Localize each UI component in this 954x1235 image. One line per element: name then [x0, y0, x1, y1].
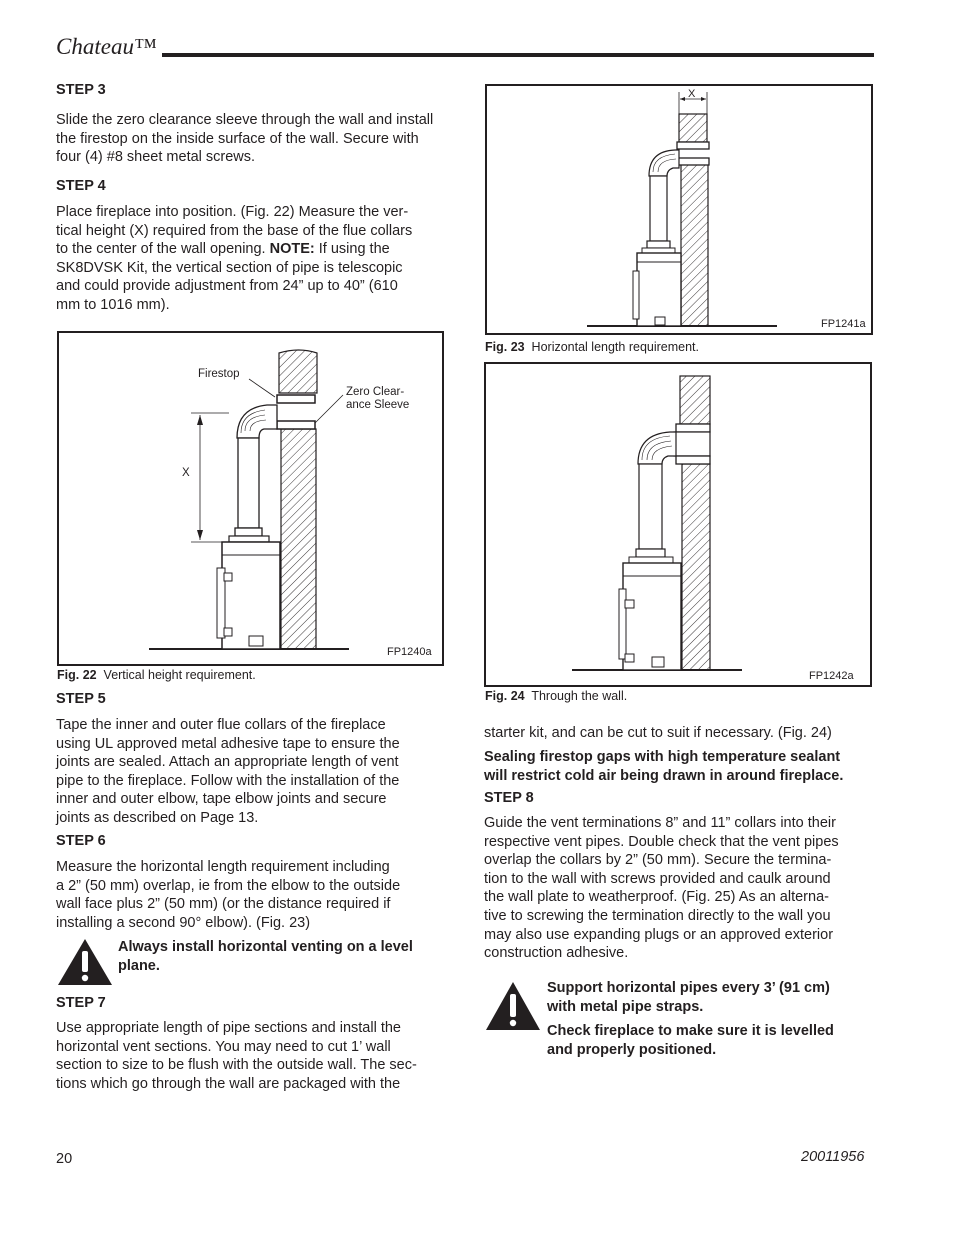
fig22-label-firestop: Firestop: [198, 368, 240, 380]
step8-text: Guide the vent terminations 8” and 11” collars into their respective vent pipes. Double check that the vent pipes overlap the collars by 2” (50 mm). Secure the termina- tion to the wall with screws provided and caulk around the wall plate to weatherproof. (Fig. 25) As an alterna- tive to screwing the termination directly to the wall you may also use expanding plugs or an approved exterior construction adhesive.: [484, 815, 839, 962]
step3-text: Slide the zero clearance sleeve through the wall and install the firestop on the inside surface of the wall. Secure with four (4) #8 sheet metal screws.: [56, 112, 434, 166]
page-number: 20: [56, 1151, 73, 1167]
figure-22: [57, 331, 444, 666]
step4-line: SK8DVSK Kit, the vertical section of pipe is telescopic: [56, 259, 403, 276]
note-label: NOTE:: [269, 241, 315, 258]
figure-23: [485, 84, 873, 335]
step6-heading: STEP 6: [56, 833, 106, 849]
step4-heading: STEP 4: [56, 178, 106, 194]
fig23-caption: Fig. 23 Horizontal length requirement.: [485, 340, 699, 354]
step7-heading: STEP 7: [56, 995, 106, 1011]
warning1-text: Always install horizontal venting on a level plane.: [118, 939, 413, 974]
step4-line: Place fireplace into position. (Fig. 22) Measure the ver-: [56, 204, 409, 220]
warning-icon: [484, 980, 542, 1032]
warning-icon: [56, 937, 114, 987]
step5-text: Tape the inner and outer flue collars of the fireplace using UL approved metal adhesive tape to ensure the joints are sealed. Attach an appropriate length of vent pipe to the fireplace. Follow with the installation of the inner and outer elbow, tape elbow joints and secure joints as described on Page 13.: [56, 717, 400, 826]
fig22-code: FP1240a: [387, 646, 432, 658]
fig22-label-x: X: [182, 467, 190, 479]
header-rule: [162, 53, 874, 57]
fig23-label-x: X: [688, 88, 696, 100]
fig22-drawing: [59, 333, 442, 664]
step5-heading: STEP 5: [56, 691, 106, 707]
step4-line: tical height (X) required from the base of the flue collars: [56, 222, 413, 239]
warning2-text: Support horizontal pipes every 3’ (91 cm) with metal pipe straps. Check fireplace to make sure it is levelled and properly positioned.: [547, 980, 834, 1058]
fig22-label-sleeve-2: ance Sleeve: [346, 399, 410, 411]
fig23-code: FP1241a: [821, 318, 866, 330]
fig24-caption: Fig. 24 Through the wall.: [485, 689, 628, 703]
brand-title: Chateau™: [56, 34, 157, 59]
fig23-drawing: [487, 86, 871, 333]
fig22-caption: Fig. 22 Vertical height requirement.: [57, 668, 256, 682]
continued-text: starter kit, and can be cut to suit if necessary. (Fig. 24): [484, 725, 832, 741]
step8-heading: STEP 8: [484, 790, 534, 806]
document-number: 20011956: [801, 1149, 865, 1165]
step4-text: [56, 203, 456, 315]
figure-24: [484, 362, 872, 687]
fig24-drawing: [486, 364, 870, 685]
step4-line: to the center of the wall opening. NOTE: If using the: [56, 241, 390, 258]
step4-line: mm to 1016 mm).: [56, 296, 170, 313]
fig22-label-sleeve-1: Zero Clear-: [346, 386, 405, 398]
sealing-note: Sealing firestop gaps with high temperature sealant will restrict cold air being drawn in around fireplace.: [484, 749, 844, 784]
step6-text: Measure the horizontal length requirement including a 2” (50 mm) overlap, ie from the elbow to the outside wall face plus 2” (50 mm) (or the distance required if installing a second 90° elbow). (Fig. 23): [56, 859, 401, 931]
step7-text: Use appropriate length of pipe sections and install the horizontal vent sections. You may need to cut 1’ wall section to size to be flush with the outside wall. The sec- tions which go through the wall are packaged with the: [56, 1020, 417, 1092]
fig24-code: FP1242a: [809, 670, 854, 682]
step4-line: and could provide adjustment from 24” up to 40” (610: [56, 278, 398, 295]
step3-heading: STEP 3: [56, 82, 106, 98]
